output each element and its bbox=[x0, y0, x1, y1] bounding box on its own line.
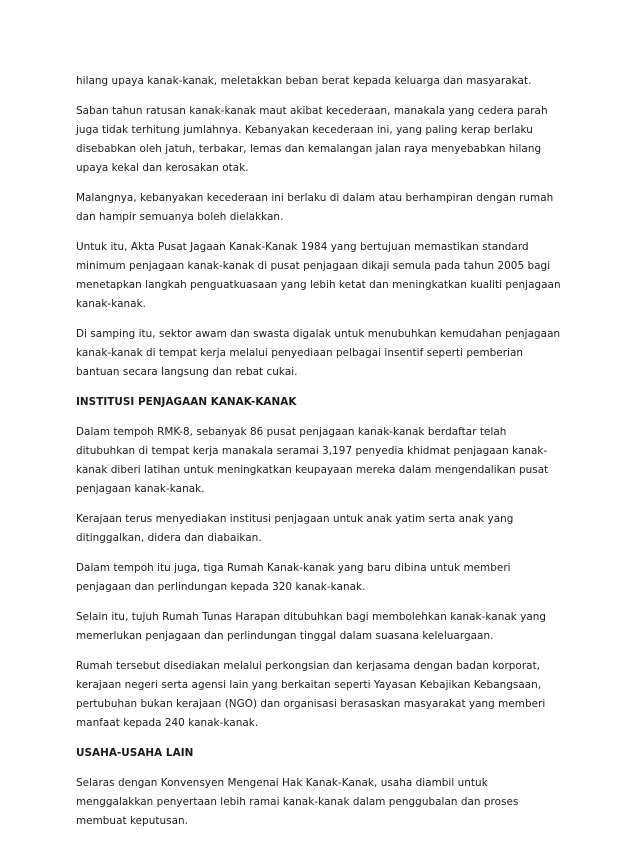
paragraph-line: menggalakkan penyertaan lebih ramai kanak-kanak dalam penggubalan dan proses bbox=[76, 796, 519, 808]
body-paragraph bbox=[76, 72, 576, 91]
body-paragraph bbox=[76, 102, 576, 178]
paragraph-line: minimum penjagaan kanak-kanak di pusat penjagaan dikaji semula pada tahun 2005 bagi bbox=[76, 260, 551, 272]
heading-text: INSTITUSI PENJAGAAN KANAK-KANAK bbox=[76, 396, 297, 408]
paragraph-line: Di samping itu, sektor awam dan swasta digalak untuk menubuhkan kemudahan penjagaan bbox=[76, 328, 561, 340]
paragraph-line: Malangnya, kebanyakan kecederaan ini berlaku di dalam atau berhampiran dengan rumah bbox=[76, 192, 554, 204]
paragraph-line: hilang upaya kanak-kanak, meletakkan beban berat kepada keluarga dan masyarakat. bbox=[76, 75, 532, 87]
paragraph-line: Dalam tempoh itu juga, tiga Rumah Kanak-kanak yang baru dibina untuk memberi bbox=[76, 562, 511, 574]
paragraph-line: Saban tahun ratusan kanak-kanak maut akibat kecederaan, manakala yang cedera parah bbox=[76, 105, 548, 117]
paragraph-line: dan hampir semuanya boleh dielakkan. bbox=[76, 211, 284, 223]
paragraph-line: kanak-kanak. bbox=[76, 298, 146, 310]
paragraph-line: Rumah tersebut disediakan melalui perkongsian dan kerjasama dengan badan korporat, bbox=[76, 660, 541, 672]
paragraph-line: menetapkan langkah penguatkuasaan yang lebih ketat dan meningkatkan kualiti penjagaan bbox=[76, 279, 561, 291]
document-page bbox=[76, 72, 576, 842]
paragraph-line: disebabkan oleh jatuh, terbakar, lemas dan kemalangan jalan raya menyebabkan hilang bbox=[76, 143, 542, 155]
paragraph-line: kerajaan negeri serta agensi lain yang berkaitan seperti Yayasan Kebajikan Kebangsaan, bbox=[76, 679, 542, 691]
body-paragraph bbox=[76, 774, 576, 831]
body-paragraph bbox=[76, 189, 576, 227]
paragraph-line: bantuan secara langsung dan rebat cukai. bbox=[76, 366, 298, 378]
paragraph-line: ditinggalkan, didera dan diabaikan. bbox=[76, 532, 262, 544]
body-paragraph bbox=[76, 657, 576, 733]
paragraph-line: penjagaan dan perlindungan kepada 320 kanak-kanak. bbox=[76, 581, 366, 593]
paragraph-line: manfaat kepada 240 kanak-kanak. bbox=[76, 717, 259, 729]
body-paragraph bbox=[76, 423, 576, 499]
body-paragraph bbox=[76, 608, 576, 646]
section-heading bbox=[76, 393, 576, 412]
paragraph-line: ditubuhkan di tempat kerja manakala seramai 3,197 penyedia khidmat penjagaan kanak- bbox=[76, 445, 548, 457]
paragraph-line: upaya kekal dan kerosakan otak. bbox=[76, 162, 249, 174]
paragraph-line: Selain itu, tujuh Rumah Tunas Harapan ditubuhkan bagi membolehkan kanak-kanak yang bbox=[76, 611, 547, 623]
body-paragraph bbox=[76, 325, 576, 382]
body-paragraph bbox=[76, 510, 576, 548]
paragraph-line: juga tidak terhitung jumlahnya. Kebanyakan kecederaan ini, yang paling kerap berlaku bbox=[76, 124, 533, 136]
body-paragraph bbox=[76, 559, 576, 597]
section-heading bbox=[76, 744, 576, 763]
paragraph-line: memerlukan penjagaan dan perlindungan tinggal dalam suasana keleluargaan. bbox=[76, 630, 494, 642]
paragraph-line: kanak-kanak di tempat kerja melalui penyediaan pelbagai insentif seperti pemberian bbox=[76, 347, 524, 359]
paragraph-line: Selaras dengan Konvensyen Mengenai Hak Kanak-Kanak, usaha diambil untuk bbox=[76, 777, 488, 789]
paragraph-line: Kerajaan terus menyediakan institusi penjagaan untuk anak yatim serta anak yang bbox=[76, 513, 514, 525]
heading-text: USAHA-USAHA LAIN bbox=[76, 747, 194, 759]
paragraph-line: kanak diberi latihan untuk meningkatkan keupayaan mereka dalam mengendalikan pusat bbox=[76, 464, 549, 476]
paragraph-line: membuat keputusan. bbox=[76, 815, 189, 827]
paragraph-line: Untuk itu, Akta Pusat Jagaan Kanak-Kanak 1984 yang bertujuan memastikan standard bbox=[76, 241, 529, 253]
paragraph-line: Dalam tempoh RMK-8, sebanyak 86 pusat penjagaan kanak-kanak berdaftar telah bbox=[76, 426, 507, 438]
paragraph-line: penjagaan kanak-kanak. bbox=[76, 483, 205, 495]
body-paragraph bbox=[76, 238, 576, 314]
paragraph-line: pertubuhan bukan kerajaan (NGO) dan organisasi berasaskan masyarakat yang memberi bbox=[76, 698, 546, 710]
